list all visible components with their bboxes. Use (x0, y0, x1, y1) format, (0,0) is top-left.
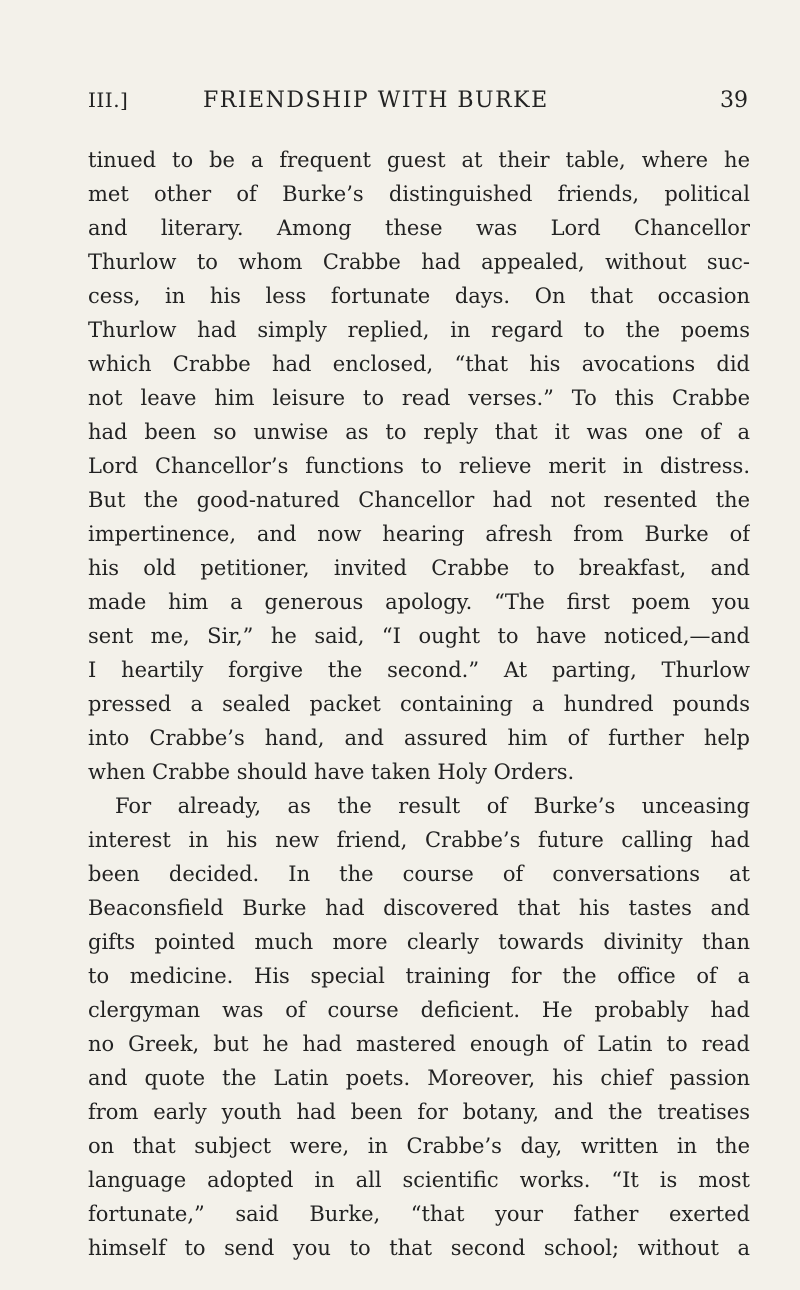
text-line: pressed a sealed packet containing a hundred pounds (88, 692, 750, 716)
text-line: Beaconsfield Burke had discovered that his tastes and (88, 896, 750, 920)
page-number: 39 (720, 88, 748, 113)
running-head (88, 88, 748, 122)
text-line: I heartily forgive the second.” At parting, Thurlow (88, 658, 750, 682)
text-line: language adopted in all scientific works. “It is most (88, 1168, 750, 1192)
text-line: Thurlow to whom Crabbe had appealed, without suc- (88, 250, 750, 274)
text-line: his old petitioner, invited Crabbe to breakfast, and (88, 556, 750, 580)
text-line: from early youth had been for botany, and the treatises (88, 1100, 750, 1124)
text-line: Thurlow had simply replied, in regard to the poems (88, 318, 750, 342)
text-line: when Crabbe should have taken Holy Orders. (88, 760, 575, 784)
text-line: For already, as the result of Burke’s unceasing (115, 794, 750, 818)
text-line: Lord Chancellor’s functions to relieve merit in distress. (88, 454, 750, 478)
text-line: and quote the Latin poets. Moreover, his chief passion (88, 1066, 750, 1090)
text-line: tinued to be a frequent guest at their table, where he (88, 148, 750, 172)
text-line: himself to send you to that second school; without a (88, 1236, 750, 1260)
text-line: no Greek, but he had mastered enough of Latin to read (88, 1032, 750, 1056)
running-title: FRIENDSHIP WITH BURKE (203, 88, 549, 113)
text-line: cess, in his less fortunate days. On that occasion (88, 284, 750, 308)
text-line: gifts pointed much more clearly towards divinity than (88, 930, 750, 954)
text-line: met other of Burke’s distinguished friends, political (88, 182, 750, 206)
text-line: been decided. In the course of conversations at (88, 862, 750, 886)
text-line: impertinence, and now hearing afresh from Burke of (88, 522, 750, 546)
text-line: on that subject were, in Crabbe’s day, written in the (88, 1134, 750, 1158)
text-line: fortunate,” said Burke, “that your father exerted (88, 1202, 750, 1226)
text-line: into Crabbe’s hand, and assured him of further help (88, 726, 750, 750)
text-line: clergyman was of course deficient. He probably had (88, 998, 750, 1022)
text-line: sent me, Sir,” he said, “I ought to have noticed,—and (88, 624, 750, 648)
text-line: But the good-natured Chancellor had not resented the (88, 488, 750, 512)
text-line: interest in his new friend, Crabbe’s future calling had (88, 828, 750, 852)
text-line: had been so unwise as to reply that it was one of a (88, 420, 750, 444)
text-line: not leave him leisure to read verses.” To this Crabbe (88, 386, 750, 410)
text-line: to medicine. His special training for the office of a (88, 964, 750, 988)
body-text (88, 143, 750, 1265)
chapter-number: III.] (88, 88, 129, 112)
text-line: made him a generous apology. “The first poem you (88, 590, 750, 614)
text-line: which Crabbe had enclosed, “that his avocations did (88, 352, 750, 376)
text-line: and literary. Among these was Lord Chancellor (88, 216, 750, 240)
